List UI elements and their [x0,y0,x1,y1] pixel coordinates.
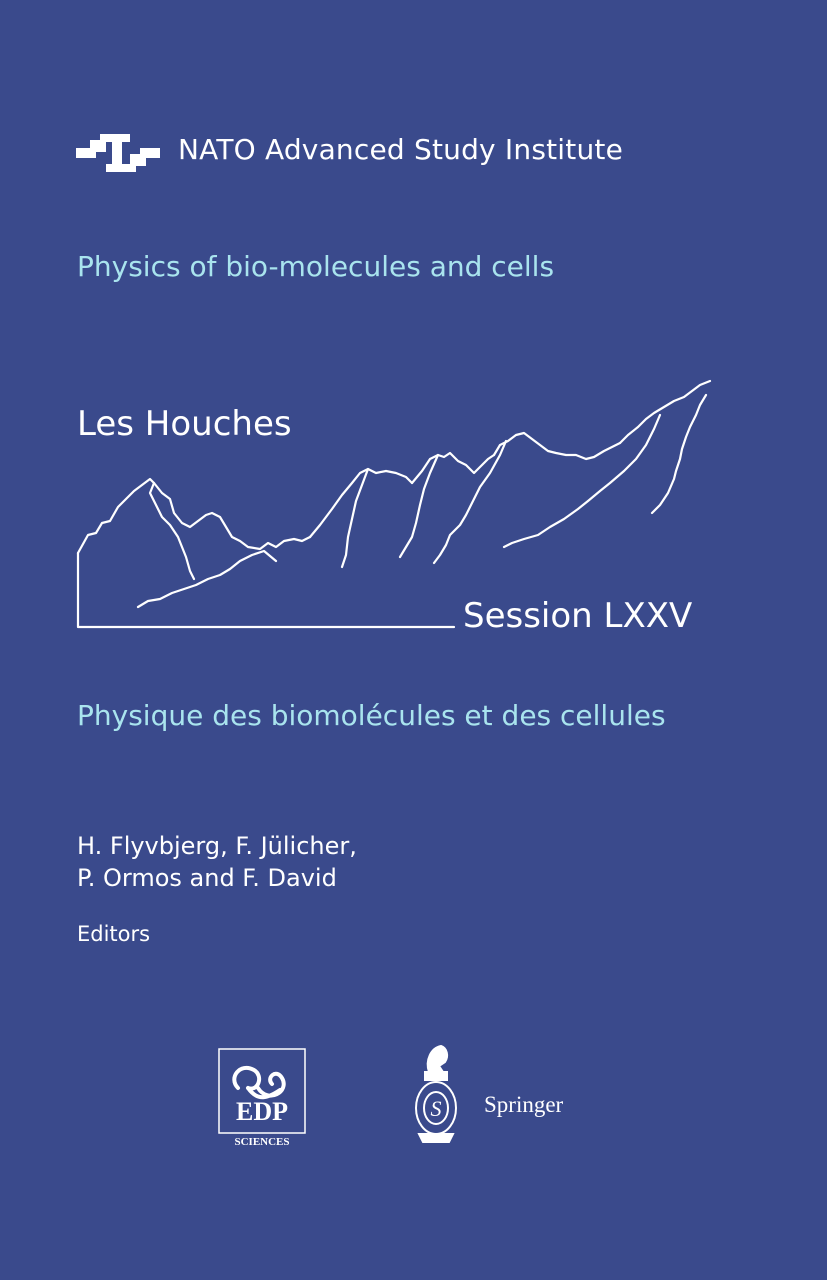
book-title-french: Physique des biomolécules et des cellules [77,699,666,732]
series-title: NATO Advanced Study Institute [178,133,623,166]
springer-name: Springer [484,1092,564,1117]
edp-logo-subtext: SCIENCES [234,1136,290,1148]
nato-logo-icon [76,130,160,176]
school-name: Les Houches [77,404,292,444]
editors-label: Editors [77,922,151,946]
editors-names-line2: P. Ormos and F. David [77,864,337,892]
session-number: Session LXXV [463,596,693,636]
book-title-english: Physics of bio-molecules and cells [77,250,555,283]
editors-names-line1: H. Flyvbjerg, F. Jülicher, [77,832,357,860]
svg-text:S: S [430,1096,442,1121]
edp-sciences-logo [218,1048,306,1148]
springer-knight-icon [405,1042,467,1147]
edp-logo-text: EDP [236,1097,288,1126]
